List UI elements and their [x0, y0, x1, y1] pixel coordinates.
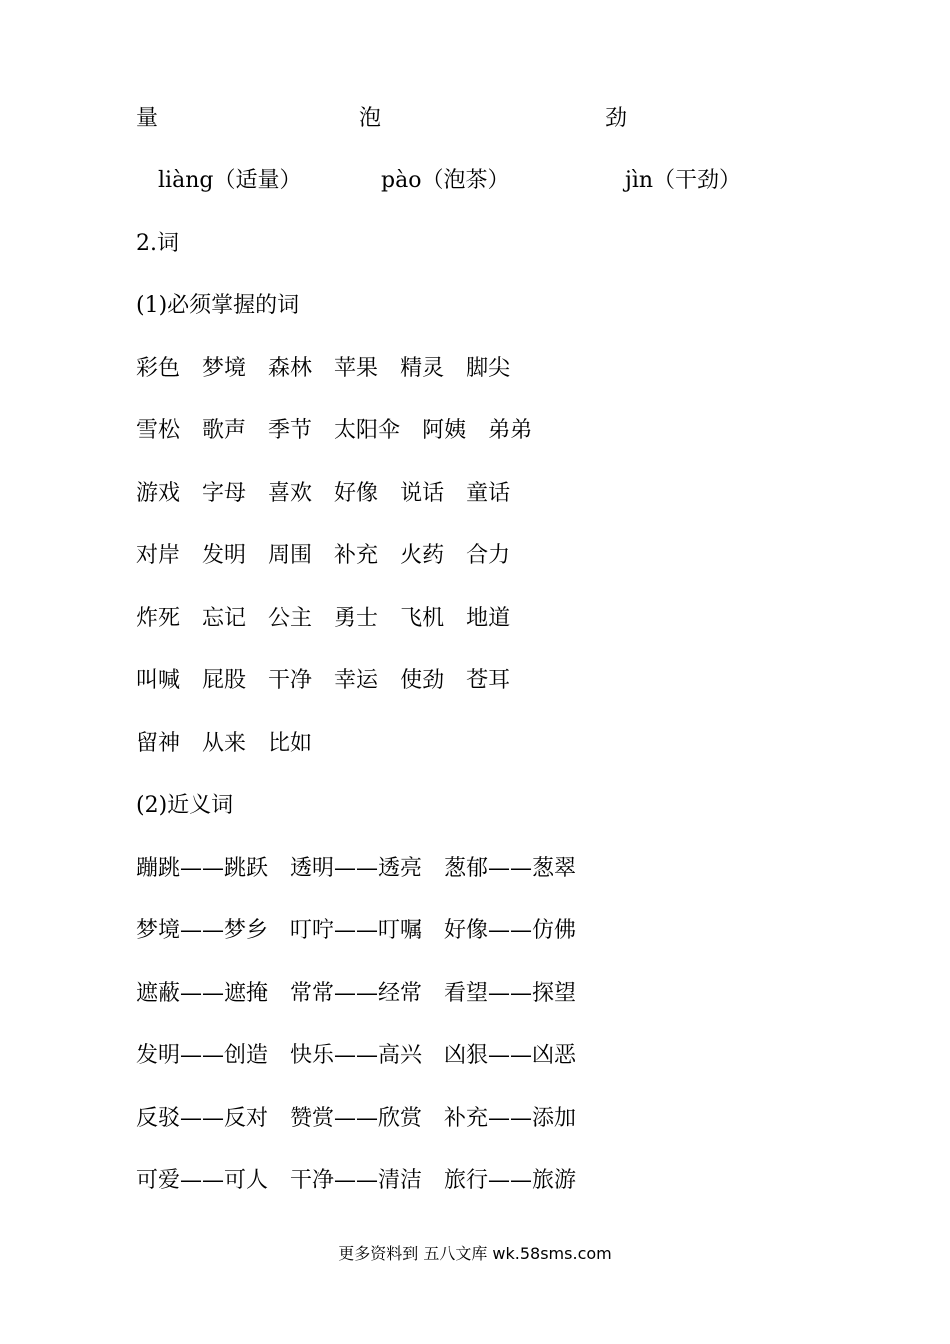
word: 精灵 — [400, 356, 445, 381]
must-words-row-6 — [136, 668, 510, 694]
word: 梦境 — [202, 356, 247, 381]
synonym-pair: 补充——添加 — [444, 1106, 577, 1131]
word: 勇士 — [334, 606, 379, 631]
word: 干净 — [268, 668, 313, 693]
word: 公主 — [268, 606, 313, 631]
synonym-pair: 常常——经常 — [290, 981, 423, 1006]
word: 弟弟 — [488, 418, 533, 443]
synonym-pair: 梦境——梦乡 — [136, 918, 269, 943]
word: 地道 — [466, 606, 511, 631]
page-footer: 更多资料到 五八文库 wk.58sms.com — [338, 1244, 612, 1263]
pinyin-jin: jìn（干劲） — [625, 168, 742, 193]
must-words-row-7 — [136, 731, 312, 757]
word: 火药 — [400, 543, 445, 568]
synonym-pair: 蹦跳——跳跃 — [136, 856, 269, 881]
subsection-must-words: (1)必须掌握的词 — [136, 293, 300, 318]
pinyin-liang: liàng（适量） — [158, 168, 302, 193]
word: 字母 — [202, 481, 247, 506]
synonym-row-5 — [136, 1106, 576, 1132]
char-jin: 劲 — [605, 106, 628, 131]
word: 比如 — [268, 731, 313, 756]
word: 彩色 — [136, 356, 181, 381]
word: 屁股 — [202, 668, 247, 693]
word: 留神 — [136, 731, 181, 756]
synonym-row-2 — [136, 918, 576, 944]
synonym-row-1 — [136, 856, 576, 882]
char-liang: 量 — [136, 106, 159, 131]
word: 使劲 — [400, 668, 445, 693]
synonym-pair: 赞赏——欣赏 — [290, 1106, 423, 1131]
section-heading-words: 2.词 — [136, 231, 179, 256]
word: 补充 — [334, 543, 379, 568]
word: 合力 — [466, 543, 511, 568]
must-words-row-1 — [136, 356, 510, 382]
must-words-row-4 — [136, 543, 510, 569]
pinyin-pao: pào（泡茶） — [381, 168, 510, 193]
synonym-pair: 凶狠——凶恶 — [444, 1043, 577, 1068]
synonym-pair: 遮蔽——遮掩 — [136, 981, 269, 1006]
word: 叫喊 — [136, 668, 181, 693]
word: 童话 — [466, 481, 511, 506]
synonym-pair: 旅行——旅游 — [444, 1168, 577, 1193]
word: 阿姨 — [422, 418, 467, 443]
synonym-pair: 可爱——可人 — [136, 1168, 269, 1193]
word: 周围 — [268, 543, 313, 568]
must-words-row-5 — [136, 606, 510, 632]
must-words-row-3 — [136, 481, 510, 507]
word: 幸运 — [334, 668, 379, 693]
synonym-row-6 — [136, 1168, 576, 1194]
word: 飞机 — [400, 606, 445, 631]
synonym-pair: 发明——创造 — [136, 1043, 269, 1068]
synonym-pair: 叮咛——叮嘱 — [290, 918, 423, 943]
synonym-pair: 葱郁——葱翠 — [444, 856, 577, 881]
synonym-row-3 — [136, 981, 576, 1007]
word: 森林 — [268, 356, 313, 381]
word: 太阳伞 — [334, 418, 401, 443]
synonym-pair: 快乐——高兴 — [290, 1043, 423, 1068]
word: 苹果 — [334, 356, 379, 381]
word: 喜欢 — [268, 481, 313, 506]
must-words-row-2 — [136, 418, 532, 444]
synonym-pair: 透明——透亮 — [290, 856, 423, 881]
synonym-pair: 看望——探望 — [444, 981, 577, 1006]
word: 雪松 — [136, 418, 181, 443]
word: 发明 — [202, 543, 247, 568]
synonym-pair: 好像——仿佛 — [444, 918, 577, 943]
word: 季节 — [268, 418, 313, 443]
synonym-row-4 — [136, 1043, 576, 1069]
synonym-pair: 干净——清洁 — [290, 1168, 423, 1193]
word: 游戏 — [136, 481, 181, 506]
word: 说话 — [400, 481, 445, 506]
word: 歌声 — [202, 418, 247, 443]
word: 好像 — [334, 481, 379, 506]
subsection-synonyms: (2)近义词 — [136, 793, 234, 818]
word: 炸死 — [136, 606, 181, 631]
word: 对岸 — [136, 543, 181, 568]
word: 忘记 — [202, 606, 247, 631]
word: 苍耳 — [466, 668, 511, 693]
word: 从来 — [202, 731, 247, 756]
word: 脚尖 — [466, 356, 511, 381]
char-pao: 泡 — [359, 106, 382, 131]
synonym-pair: 反驳——反对 — [136, 1106, 269, 1131]
